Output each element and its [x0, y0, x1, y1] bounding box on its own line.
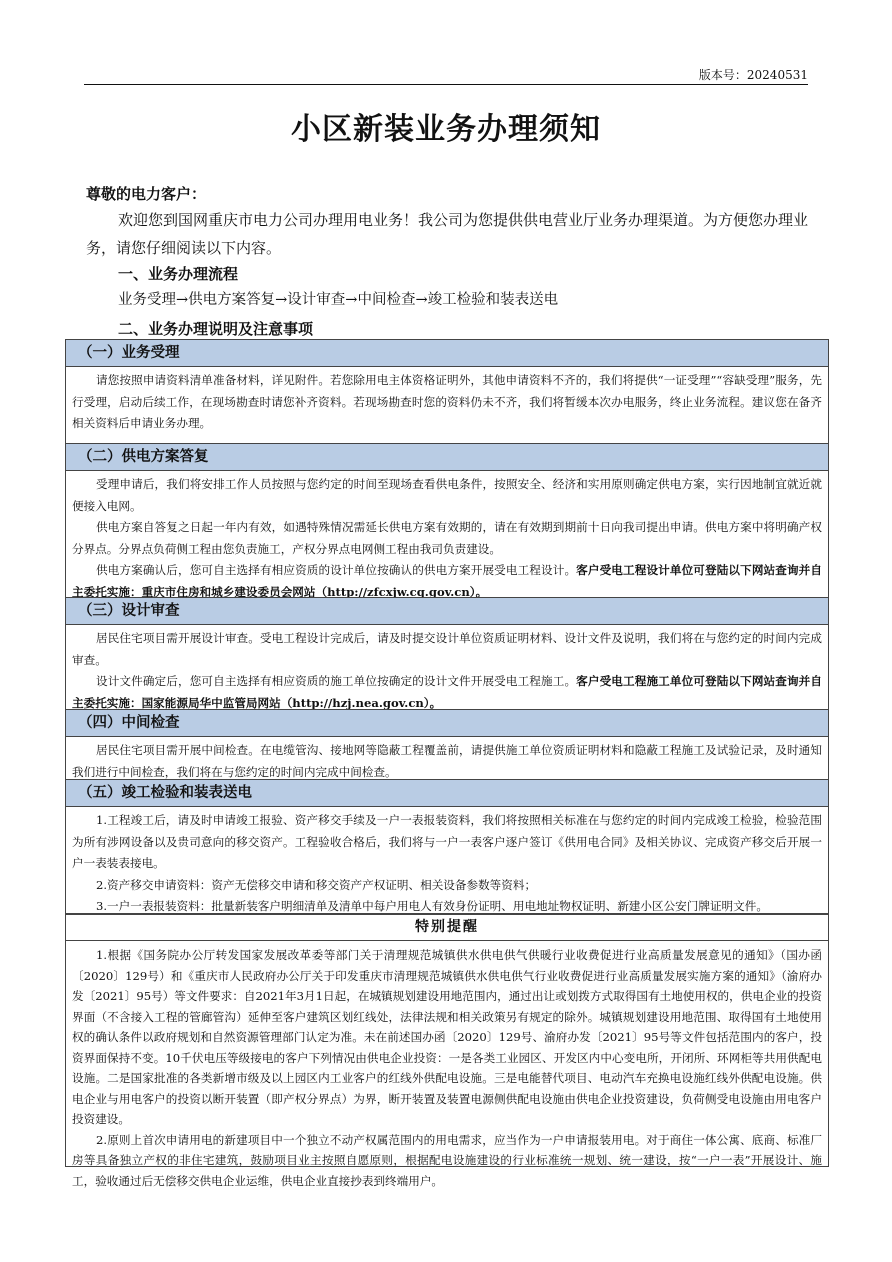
section-paragraph: 居民住宅项目需开展设计审查。受电工程设计完成后，请及时提交设计单位资质证明材料、设计文件及说明，我们将在与您约定的时间内完成审查。: [72, 631, 822, 667]
section-paragraph: 居民住宅项目需开展中间检查。在电缆管沟、接地网等隐蔽工程覆盖前，请提供施工单位资质证明材料和隐蔽工程施工及试验记录，及时通知我们进行中间检查，我们将在与您约定的时间内完成中间检查。: [72, 743, 822, 779]
page-title: 小区新装业务办理须知: [291, 112, 601, 147]
section-text: 设计文件确定后，您可自主选择有相应资质的施工单位按确定的设计文件开展受电工程施工。: [96, 674, 577, 688]
section-paragraph: 请您按照申请资料清单准备材料，详见附件。若您除用电主体资格证明外，其他申请资料不齐的，我们将提供“一证受理”“容缺受理”服务，先行受理，启动后续工作，在现场勘查时请您补齐资料。若现场勘查时您的资料仍未不齐，我们将暂缓本次办电服务，终止业务流程。建议您在备齐相关资料后申请业务办理。: [72, 373, 822, 430]
intro-paragraph: 欢迎您到国网重庆市电力公司办理用电业务！我公司为您提供供电营业厅业务办理渠道。为方便您办理业务，请您仔细阅读以下内容。: [86, 211, 809, 257]
reminder-title: 特别提醒: [66, 914, 828, 941]
section-paragraph: 2.资产移交申请资料：资产无偿移交申请和移交资产产权证明、相关设备参数等资料；: [96, 877, 537, 892]
section-business-acceptance: [65, 339, 829, 445]
heading-process: 一、业务办理流程: [118, 265, 239, 283]
section-paragraph: 受理申请后，我们将安排工作人员按照与您约定的时间至现场查看供电条件，按照安全、经济和实用原则确定供电方案，实行因地制宜就近就便接入电网。: [72, 477, 822, 513]
section-supply-plan: [65, 443, 829, 599]
section-completion-inspection: [65, 779, 829, 915]
website-notice: 客户受电工程施工单位可登陆以下网站查询并自主委托实施：国家能源局华中监管局网站（http://hzj.nea.gov.cn）。: [72, 674, 822, 710]
reminder-paragraph: 2.原则上首次申请用电的新建项目中一个独立不动产权属范围内的用电需求，应当作为一户申请报装用电。对于商住一体公寓、底商、标准厂房等具备独立产权的非住宅建筑，鼓励项目业主按照自愿原则，根据配电设施建设的行业标准统一规划、统一建设，按“一户一表”开展设计、施工，验收通过后无偿移交供电企业运维，供电企业直接抄表到终端用户。: [72, 1132, 822, 1188]
section-intermediate-check: [65, 709, 829, 781]
greeting: 尊敬的电力客户：: [86, 185, 207, 203]
heading-notes: 二、业务办理说明及注意事项: [118, 320, 314, 338]
section-title: （二）供电方案答复: [66, 444, 828, 471]
section-text: 供电方案确认后，您可自主选择有相应资质的设计单位按确认的供电方案开展受电工程设计。: [96, 563, 577, 577]
section-paragraph: [72, 671, 822, 714]
process-flow: 业务受理→供电方案答复→设计审查→中间检查→竣工检验和装表送电: [118, 292, 559, 308]
section-paragraph: 3.一户一表报装资料：批量新装客户明细清单及清单中每户用电人有效身份证明、用电地址物权证明、新建小区公安门牌证明文件。: [96, 899, 768, 913]
website-notice: 客户受电工程设计单位可登陆以下网站查询并自主委托实施：重庆市住房和城乡建设委员会网站（http://zfcxjw.cq.gov.cn）。: [72, 563, 822, 599]
section-title: （三）设计审查: [66, 598, 828, 625]
section-paragraph: 1.工程竣工后，请及时申请竣工报验、资产移交手续及一户一表报装资料，我们将按照相关标准在与您约定的时间内完成竣工检验，检验范围为所有涉网设备以及贵司意向的移交资产。工程验收合格后，我们将与一户一表客户逐户签订《供用电合同》及相关协议、完成资产移交后开展一户一表装表接电。: [72, 813, 822, 870]
section-title: （一）业务受理: [66, 340, 828, 367]
reminder-paragraph: 1.根据《国务院办公厅转发国家发展改革委等部门关于清理规范城镇供水供电供气供暖行业收费促进行业高质量发展意见的通知》（国办函〔2020〕129号）和《重庆市人民政府办公厅关于印发重庆市清理规范城镇供水供电供气行业收费促进行业高质量发展实施方案的通知》（渝府办发〔2021〕95号）等文件要求：自2021年3月1日起，在城镇规划建设用地范围内，通过出让或划拨方式取得国有土地使用权的，供电企业的投资界面（不含接入工程的管廊管沟）延伸至客户建筑区划红线处，法律法规和相关政策另有规定的除外。城镇规划建设用地范围、取得国有土地使用权的确认条件以政府规划和自然资源管理部门认定为准。未在前述国办函〔2020〕129号、渝府办发〔2021〕95号等文件包括范围内的客户，投资界面保持不变。10千伏电压等级接电的客户下列情况由供电企业投资：一是各类工业园区、开发区内中心变电所，开闭所、环网柜等共用供配电设施。二是国家批准的各类新增市级及以上园区内工业客户的红线外供配电设施。三是电能替代项目、电动汽车充换电设施红线外供配电设施。供电企业与用电客户的投资以断开装置（即产权分界点）为界，断开装置及装置电源侧供配电设施由供电企业投资建设，负荷侧受电设施由用电客户投资建设。: [72, 948, 822, 1126]
section-title: （四）中间检查: [66, 710, 828, 737]
header-divider: [84, 84, 808, 85]
section-title: （五）竣工检验和装表送电: [66, 780, 828, 807]
version-number: 版本号：20240531: [698, 68, 808, 82]
section-design-review: [65, 597, 829, 711]
section-paragraph: 供电方案自答复之日起一年内有效，如遇特殊情况需延长供电方案有效期的，请在有效期到期前十日向我司提出申请。供电方案中将明确产权分界点。分界点负荷侧工程由您负责施工，产权分界点电网侧工程由我司负责建设。: [72, 520, 822, 556]
special-reminder: [65, 913, 829, 1188]
